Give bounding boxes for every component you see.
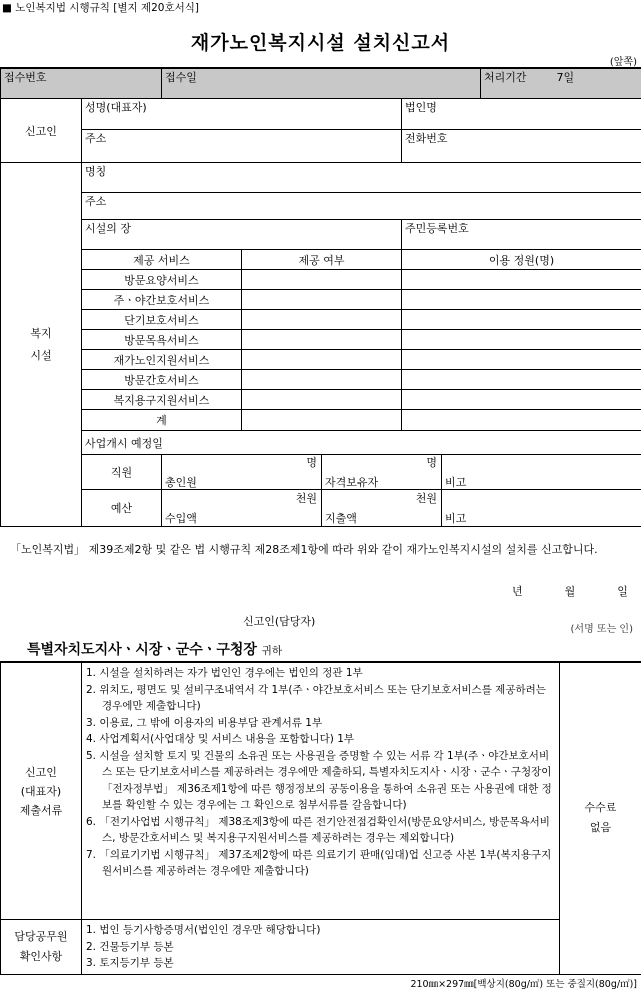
service-header-capacity: 이용 정원(명): [402, 250, 641, 270]
service-total-label: 계: [82, 410, 242, 431]
start-date-label: 사업개시 예정일: [85, 436, 163, 450]
document-item: 5. 시설을 설치할 토지 및 건물의 소유권 또는 사용권을 증명할 수 있는 서류 각 1부(주ㆍ야간보호서비스 또는 단기보호서비스를 제공하려는 경우에만 제출하되, 특별자치도지사ㆍ시장ㆍ군수ㆍ구청장이 「전자정부법」 제36조제1항에 따른 행정정보의 공동이용을 통하여 소유권 또는 사용권에 대한 정보를 확인할 수 있는 경우에는 그 확인으로 첨부서류를 갈음합니다): [86, 749, 552, 811]
date-line: [512, 583, 628, 599]
document-item: 6. 「전기사업법 시행규칙」 제38조제3항에 따른 전기안전점검확인서(방문요양서비스, 방문목욕서비스, 방문간호서비스 및 복지용구지원서비스를 제공하려는 경우는 제외합니다): [86, 815, 550, 844]
facility-head-label: 시설의 장: [85, 222, 132, 235]
documents-table: [0, 662, 641, 975]
verification-item: 2. 건물등기부 등본: [86, 940, 174, 953]
expense-label: 지출액: [325, 512, 357, 525]
service-capacity-cell[interactable]: [402, 310, 641, 330]
verification-item: 3. 토지등기부 등본: [86, 957, 174, 969]
documents-label: 신고인 (대표자) 제출서류: [1, 663, 82, 920]
verification-label: 담당공무원 확인사항: [1, 920, 82, 975]
date-day-label: 일: [617, 585, 628, 598]
document-item: 2. 위치도, 평면도 및 설비구조내역서 각 1부(주ㆍ야간보호서비스 또는 단기보호서비스를 제공하려는 경우에만 제출합니다): [86, 683, 546, 712]
receipt-table: [0, 68, 641, 99]
service-row-label: 단기보호서비스: [82, 310, 242, 330]
staff-label: 직원: [82, 455, 162, 490]
service-availability-cell[interactable]: [242, 310, 402, 330]
addressee-suffix: 귀하: [261, 645, 283, 657]
service-availability-cell[interactable]: [242, 370, 402, 390]
resident-number-label: 주민등록번호: [405, 222, 469, 235]
main-form-table: [0, 98, 641, 527]
service-row-label: 재가노인지원서비스: [82, 350, 242, 370]
sign-note: (서명 또는 인): [570, 624, 633, 635]
processing-period-value: 7일: [556, 71, 575, 84]
service-row-label: 주ㆍ야간보호서비스: [82, 290, 242, 310]
budget-remarks-label: 비고: [445, 512, 467, 525]
applicant-address-label: 주소: [85, 132, 107, 145]
addressee-name: 특별자치도지사ㆍ시장ㆍ군수ㆍ구청장: [27, 642, 257, 658]
document-item: 3. 이용료, 그 밖에 이용자의 비용부담 관계서류 1부: [86, 716, 323, 729]
service-total-capacity-cell[interactable]: [402, 410, 641, 431]
service-capacity-cell[interactable]: [402, 370, 641, 390]
verification-item: 1. 법인 등기사항증명서(법인인 경우만 해당합니다): [86, 924, 321, 936]
date-year-label: 년: [512, 585, 523, 598]
date-month-label: 월: [564, 585, 576, 598]
budget-label: 예산: [82, 490, 162, 527]
facility-section-label: 복지 시설: [1, 163, 82, 527]
facility-name-label: 명칭: [85, 165, 107, 178]
applicant-section-label: 신고인: [1, 99, 82, 163]
applicant-phone-label: 전화번호: [405, 132, 448, 145]
service-row-label: 방문간호서비스: [82, 370, 242, 390]
service-row-label: 방문요양서비스: [82, 270, 242, 290]
document-item: 4. 사업계획서(사업대상 및 서비스 내용을 포함합니다) 1부: [86, 733, 355, 745]
service-availability-cell[interactable]: [242, 390, 402, 410]
total-staff-unit: 명: [306, 456, 317, 469]
service-capacity-cell[interactable]: [402, 270, 641, 290]
front-side-note: (앞쪽): [609, 57, 637, 68]
processing-period-label: 처리기간: [484, 71, 527, 84]
service-row-label: 방문목욕서비스: [82, 330, 242, 350]
service-header-provided: 제공 서비스: [82, 250, 242, 270]
expense-unit: 천원: [415, 492, 438, 505]
service-row-label: 복지용구지원서비스: [82, 390, 242, 410]
applicant-name-label: 성명(대표자): [85, 101, 147, 114]
income-unit: 천원: [295, 492, 317, 505]
verification-list: [86, 922, 555, 972]
staff-remarks-label: 비고: [445, 476, 467, 489]
service-total-availability-cell[interactable]: [242, 410, 402, 431]
fee-cell: 수수료 없음: [560, 663, 641, 975]
qualified-staff-unit: 명: [426, 456, 438, 469]
service-availability-cell[interactable]: [242, 270, 402, 290]
required-documents-list: [86, 665, 553, 880]
facility-address-label: 주소: [85, 195, 107, 208]
service-capacity-cell[interactable]: [402, 390, 641, 410]
service-availability-cell[interactable]: [242, 330, 402, 350]
document-item: 7. 「의료기기법 시행규칙」 제37조제2항에 따른 의료기기 판매(임대)업 신고증 사본 1부(복지용구지원서비스를 제공하려는 경우에만 제출합니다): [86, 848, 552, 877]
service-header-availability: 제공 여부: [242, 250, 402, 270]
income-label: 수입액: [165, 512, 197, 525]
total-staff-label: 총인원: [165, 476, 197, 489]
paper-spec-footer: 210㎜×297㎜[백상지(80g/㎡) 또는 중질지(80g/㎡)]: [410, 979, 637, 990]
receipt-date-label: 접수일: [165, 71, 197, 84]
addressee: [27, 639, 282, 659]
page-title: 재가노인복지시설 설치신고서: [190, 32, 451, 54]
qualified-staff-label: 자격보유자: [325, 476, 379, 489]
service-availability-cell[interactable]: [242, 290, 402, 310]
service-capacity-cell[interactable]: [402, 350, 641, 370]
corporation-name-label: 법인명: [405, 101, 437, 114]
service-capacity-cell[interactable]: [402, 290, 641, 310]
form-reference: ■ 노인복지법 시행규칙 [별지 제20호서식]: [2, 2, 199, 14]
declaration-text: 「노인복지법」 제39조제2항 및 같은 법 시행규칙 제28조제1항에 따라 위와 같이 재가노인복지시설의 설치를 신고합니다.: [10, 543, 598, 556]
receipt-number-label: 접수번호: [4, 71, 47, 84]
signer-label: 신고인(담당자): [243, 615, 316, 628]
service-capacity-cell[interactable]: [402, 330, 641, 350]
document-item: 1. 시설을 설치하려는 자가 법인인 경우에는 법인의 정관 1부: [86, 667, 363, 679]
service-availability-cell[interactable]: [242, 350, 402, 370]
